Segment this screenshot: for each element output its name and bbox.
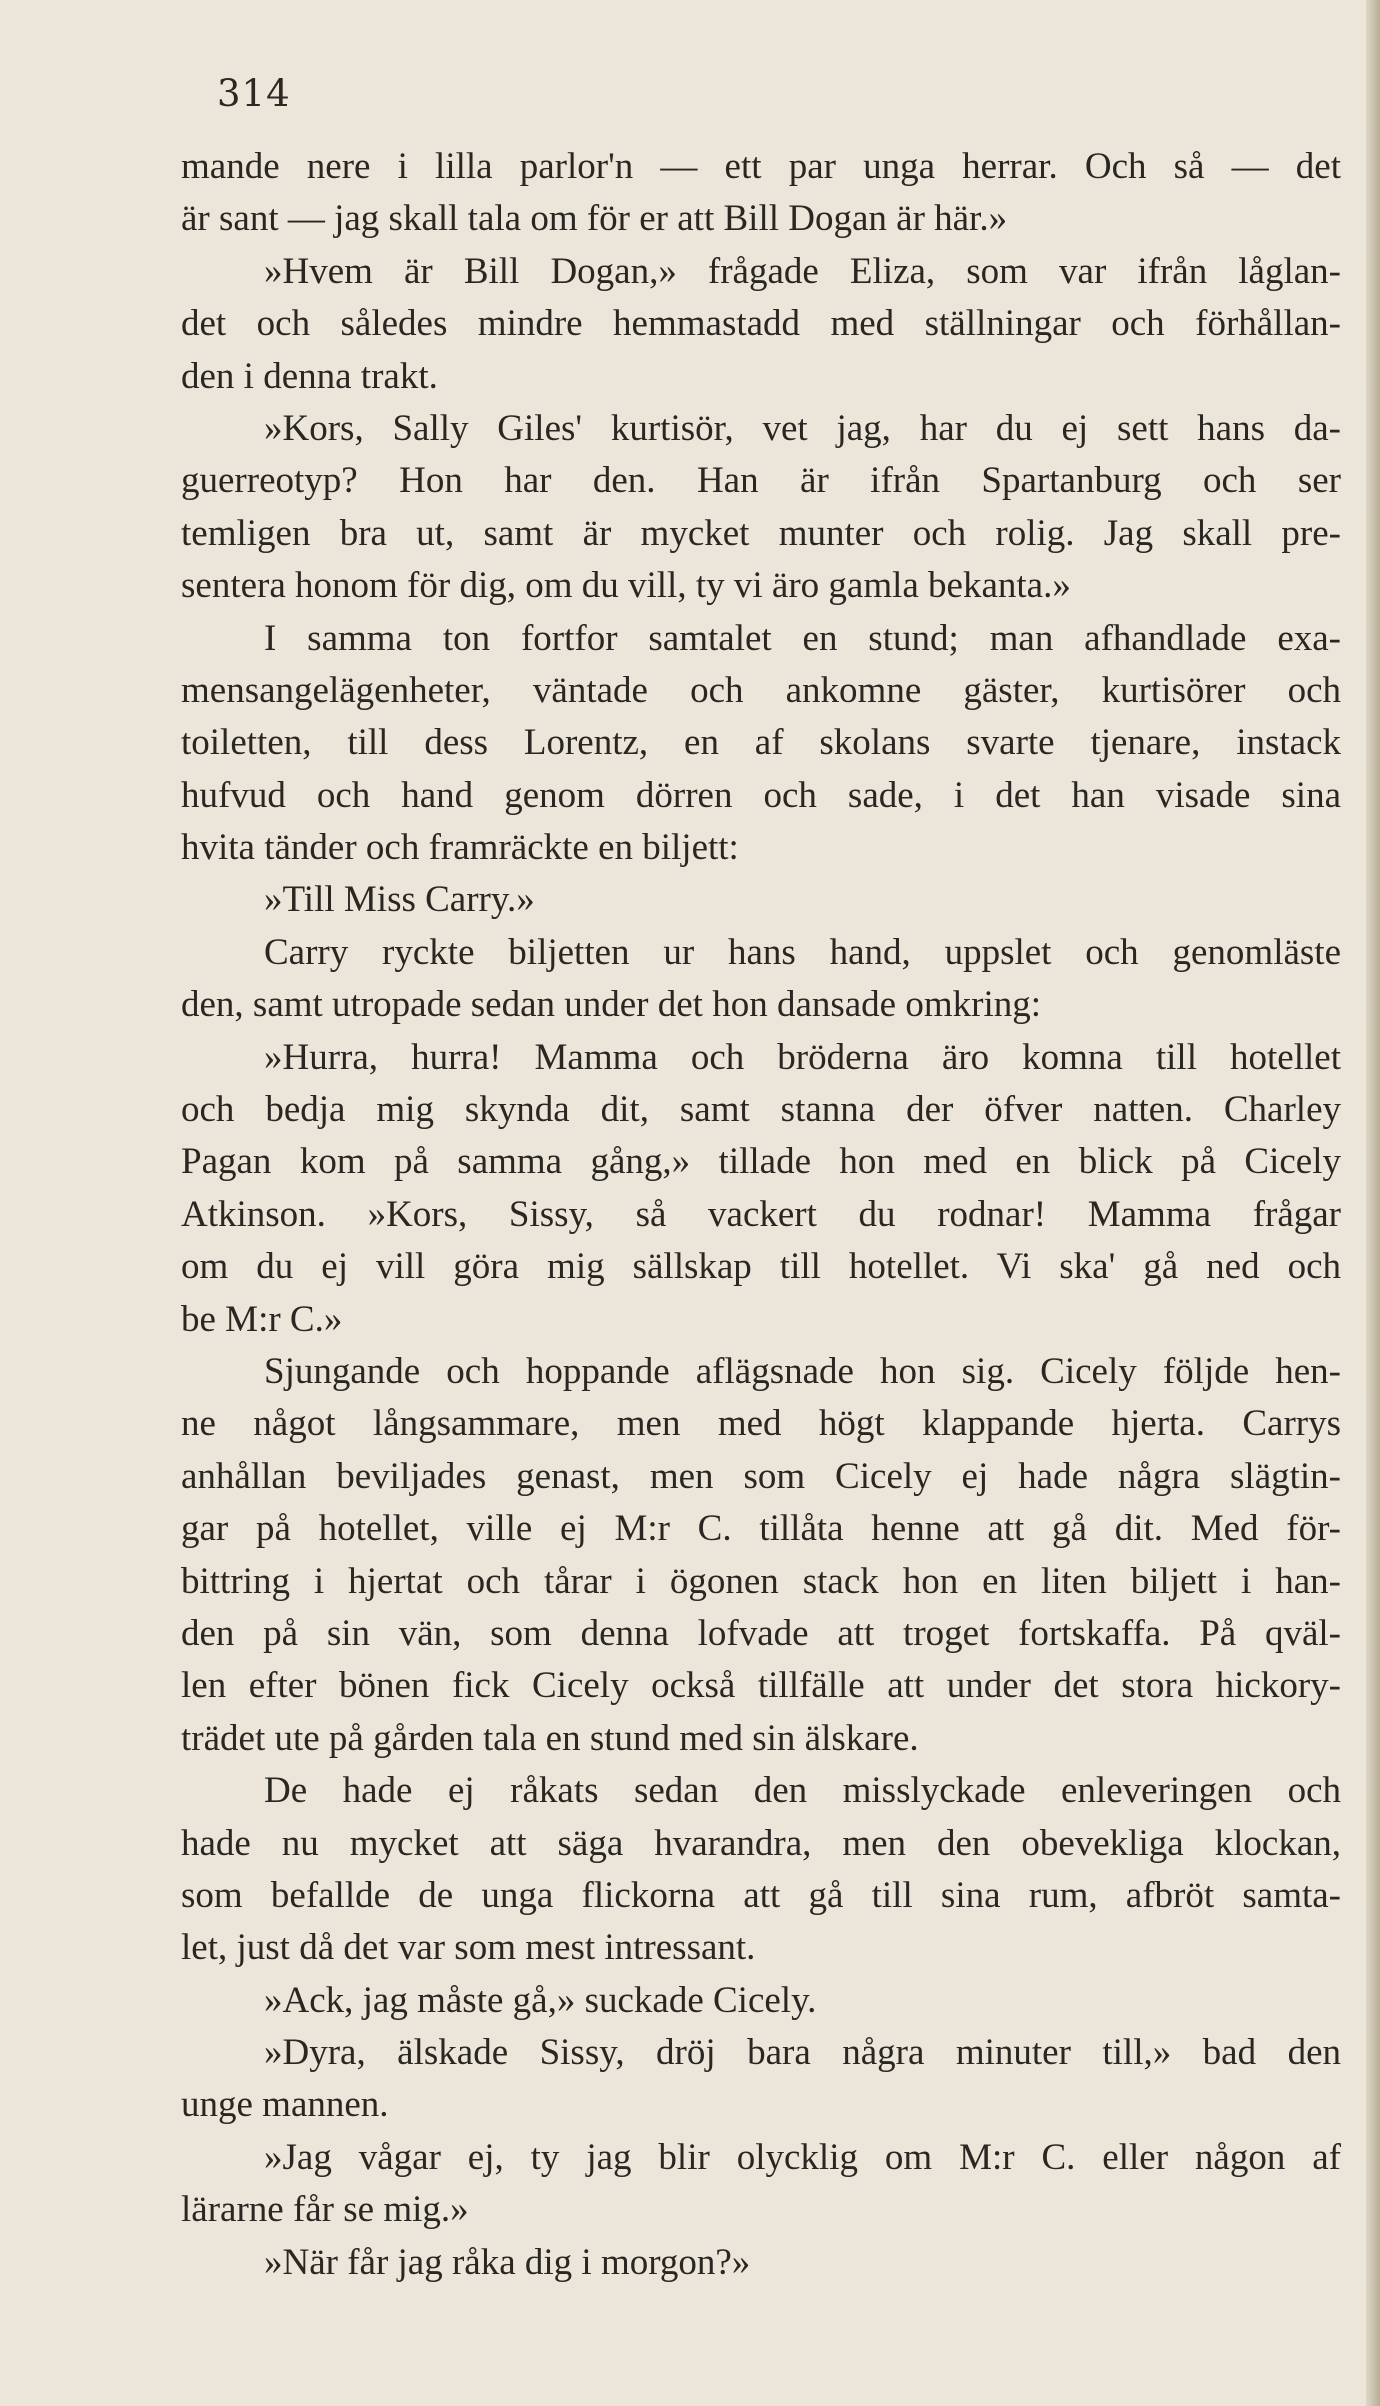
text-line: toiletten, till dess Lorentz, en af skolans svarte tjenare, instack: [181, 722, 1341, 764]
text-line: »Ack, jag måste gå,» suckade Cicely.: [264, 1979, 817, 2021]
text-line: om du ej vill göra mig sällskap till hotellet. Vi ska' gå ned och: [181, 1246, 1341, 1288]
text-line: »Till Miss Carry.»: [264, 879, 535, 921]
text-line: bittring i hjertat och tårar i ögonen stack hon en liten biljett i han-: [181, 1560, 1341, 1602]
text-line: guerreotyp? Hon har den. Han är ifrån Spartanburg och ser: [181, 460, 1341, 502]
text-line: lärarne får se mig.»: [181, 2189, 469, 2231]
text-line: sentera honom för dig, om du vill, ty vi äro gamla bekanta.»: [181, 565, 1071, 607]
text-line: Sjungande och hoppande aflägsnade hon sig. Cicely följde hen-: [264, 1350, 1341, 1392]
page-edge-shadow: [1366, 0, 1380, 2406]
text-line: den, samt utropade sedan under det hon dansade omkring:: [181, 984, 1042, 1026]
text-line: gar på hotellet, ville ej M:r C. tillåta henne att gå dit. Med för-: [181, 1508, 1341, 1550]
text-line: len efter bönen fick Cicely också tillfälle att under det stora hickory-: [181, 1665, 1341, 1707]
text-line: »Hvem är Bill Dogan,» frågade Eliza, som var ifrån låglan-: [264, 250, 1341, 292]
text-line: Pagan kom på samma gång,» tillade hon med en blick på Cicely: [181, 1141, 1341, 1183]
text-line: är sant — jag skall tala om för er att Bill Dogan är här.»: [181, 198, 1008, 240]
text-line: »Jag vågar ej, ty jag blir olycklig om M:r C. eller någon af: [264, 2136, 1341, 2178]
text-line: anhållan beviljades genast, men som Cicely ej hade några slägtin-: [181, 1455, 1341, 1497]
text-line: den på sin vän, som denna lofvade att troget fortskaffa. På qväl-: [181, 1612, 1341, 1654]
text-line: Atkinson. »Kors, Sissy, så vackert du rodnar! Mamma frågar: [181, 1193, 1341, 1235]
text-line: som befallde de unga flickorna att gå till sina rum, afbröt samta-: [181, 1874, 1341, 1916]
body-text: [181, 141, 1341, 2289]
text-line: mensangelägenheter, väntade och ankomne gäster, kurtisörer och: [181, 669, 1341, 711]
text-line: »Dyra, älskade Sissy, dröj bara några minuter till,» bad den: [264, 2032, 1341, 2074]
text-line: trädet ute på gården tala en stund med sin älskare.: [181, 1717, 919, 1759]
text-line: och bedja mig skynda dit, samt stanna der öfver natten. Charley: [181, 1089, 1341, 1131]
text-line: De hade ej råkats sedan den misslyckade enleveringen och: [264, 1770, 1341, 1812]
text-line: temligen bra ut, samt är mycket munter och rolig. Jag skall pre-: [181, 512, 1341, 554]
text-line: »Hurra, hurra! Mamma och bröderna äro komna till hotellet: [264, 1036, 1341, 1078]
text-line: hade nu mycket att säga hvarandra, men den obevekliga klockan,: [181, 1822, 1341, 1864]
text-line: Carry ryckte biljetten ur hans hand, uppslet och genomläste: [264, 931, 1341, 973]
text-line: mande nere i lilla parlor'n — ett par unga herrar. Och så — det: [181, 146, 1341, 187]
text-line: I samma ton fortfor samtalet en stund; man afhandlade exa-: [264, 617, 1341, 659]
text-line: det och således mindre hemmastadd med ställningar och förhållan-: [181, 303, 1341, 345]
text-line: »När får jag råka dig i morgon?»: [264, 2241, 751, 2283]
text-line: den i denna trakt.: [181, 355, 438, 397]
text-line: let, just då det var som mest intressant.: [181, 1927, 756, 1969]
text-line: hvita tänder och framräckte en biljett:: [181, 827, 739, 869]
text-line: ne något långsammare, men med högt klappande hjerta. Carrys: [181, 1403, 1341, 1445]
page-number: 314: [217, 72, 291, 115]
text-line: hufvud och hand genom dörren och sade, i det han visade sina: [181, 774, 1341, 816]
text-line: »Kors, Sally Giles' kurtisör, vet jag, har du ej sett hans da-: [264, 407, 1341, 449]
text-line: unge mannen.: [181, 2084, 389, 2126]
text-line: be M:r C.»: [181, 1298, 343, 1340]
